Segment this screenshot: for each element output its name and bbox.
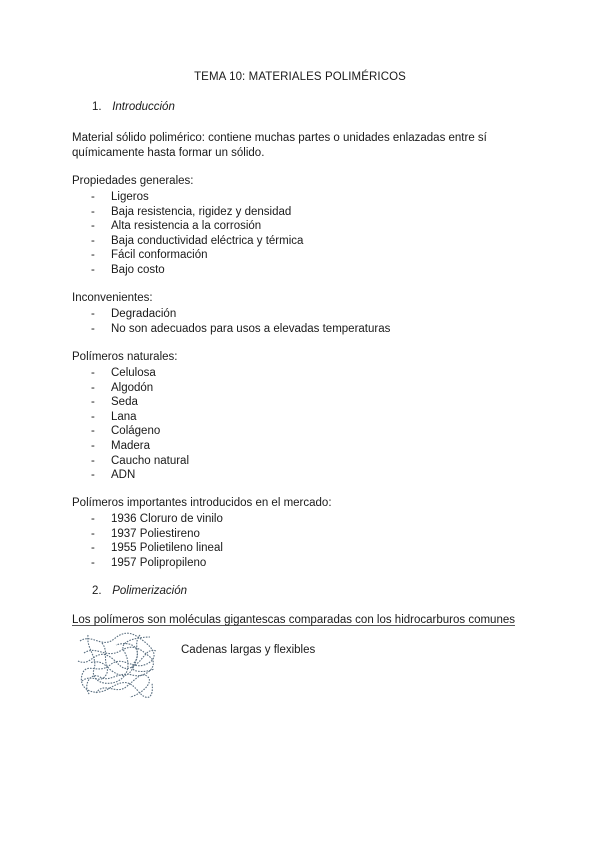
section-number: 1.	[92, 101, 102, 113]
polymer-statement: Los polímeros son moléculas gigantescas comparadas con los hidrocarburos comunes	[72, 614, 515, 626]
inconvenientes-label: Inconvenientes:	[72, 292, 153, 304]
dash-bullet: -	[91, 410, 95, 423]
list-item: - Seda	[72, 395, 189, 410]
dash-bullet: -	[91, 469, 95, 482]
intro-line-2: químicamente hasta formar un sólido.	[72, 147, 265, 159]
dash-bullet: -	[91, 308, 95, 320]
dash-bullet: -	[91, 249, 95, 262]
dash-bullet: -	[91, 191, 95, 203]
section-title: Introducción	[112, 101, 175, 113]
list-item: - 1937 Poliestireno	[72, 527, 223, 542]
section-number: 2.	[92, 585, 102, 597]
figure-caption: Cadenas largas y flexibles	[181, 644, 316, 656]
list-item: - Baja conductividad eléctrica y térmica	[72, 234, 303, 249]
list-item: - Algodón	[72, 381, 189, 396]
list-item: - Lana	[72, 410, 189, 425]
dash-bullet: -	[91, 396, 95, 409]
naturales-label: Polímeros naturales:	[72, 351, 178, 363]
section-heading-introduccion	[92, 101, 175, 113]
list-item: - Alta resistencia a la corrosión	[72, 219, 303, 234]
section-title: Polimerización	[112, 585, 187, 597]
dash-bullet: -	[91, 205, 95, 218]
dash-bullet: -	[91, 367, 95, 379]
dash-bullet: -	[91, 439, 95, 452]
intro-line-1: Material sólido polimérico: contiene muchas partes o unidades enlazadas entre sí	[72, 132, 487, 144]
dash-bullet: -	[91, 425, 95, 438]
list-item: - Fácil conformación	[72, 248, 303, 263]
list-item: - Degradación	[72, 307, 390, 322]
list-item: - 1955 Polietileno lineal	[72, 541, 223, 556]
propiedades-list	[72, 190, 303, 278]
list-item: - Baja resistencia, rigidez y densidad	[72, 205, 303, 220]
polymer-chain-image	[76, 631, 158, 701]
mercado-label: Polímeros importantes introducidos en el mercado:	[72, 497, 332, 509]
dash-bullet: -	[91, 454, 95, 467]
list-item: - Colágeno	[72, 424, 189, 439]
mercado-list	[72, 512, 223, 570]
propiedades-label: Propiedades generales:	[72, 175, 194, 187]
list-item: - Madera	[72, 439, 189, 454]
dash-bullet: -	[91, 513, 95, 525]
section-heading-polimerizacion	[92, 585, 187, 597]
dash-bullet: -	[91, 234, 95, 247]
dash-bullet: -	[91, 542, 95, 555]
intro-paragraph	[72, 131, 532, 161]
dash-bullet: -	[91, 381, 95, 394]
page-title: TEMA 10: MATERIALES POLIMÉRICOS	[194, 71, 406, 83]
dash-bullet: -	[91, 527, 95, 540]
list-item: - No son adecuados para usos a elevadas temperaturas	[72, 322, 390, 337]
inconvenientes-list	[72, 307, 390, 336]
list-item: - Celulosa	[72, 366, 189, 381]
list-item: - Bajo costo	[72, 263, 303, 278]
list-item: - ADN	[72, 468, 189, 483]
list-item: - Ligeros	[72, 190, 303, 205]
dash-bullet: -	[91, 220, 95, 233]
list-item: - 1936 Cloruro de vinilo	[72, 512, 223, 527]
dash-bullet: -	[91, 322, 95, 335]
naturales-list	[72, 366, 189, 483]
dash-bullet: -	[91, 556, 95, 569]
list-item: - Caucho natural	[72, 454, 189, 469]
list-item: - 1957 Polipropileno	[72, 556, 223, 571]
dash-bullet: -	[91, 263, 95, 276]
